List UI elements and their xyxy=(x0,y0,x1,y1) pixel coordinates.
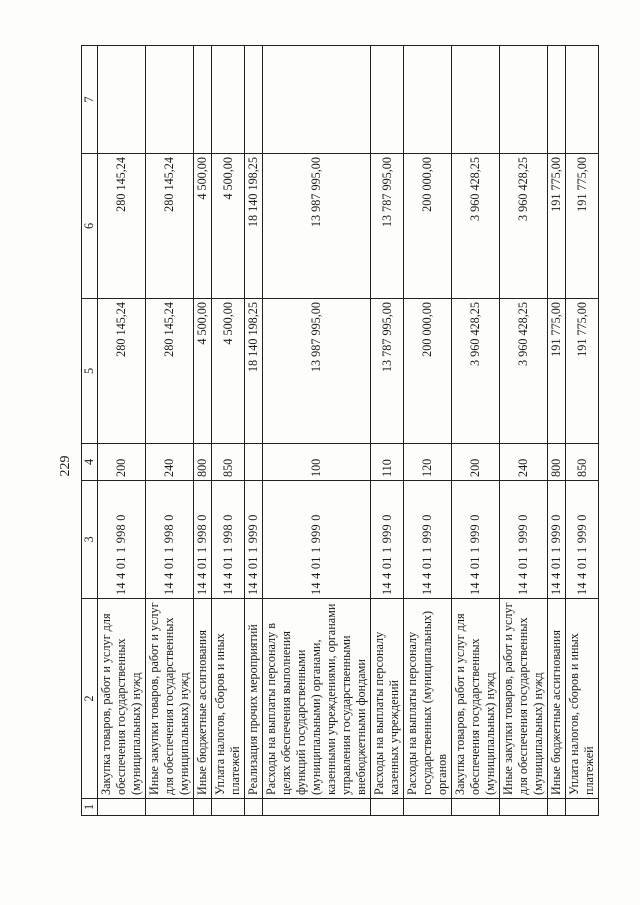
row-kvr-cell: 800 xyxy=(548,444,566,481)
column-header-1: 1 xyxy=(82,799,98,816)
table-row xyxy=(452,46,500,816)
table-row xyxy=(566,46,599,816)
row-amount6-cell: 3 960 428,25 xyxy=(452,154,500,299)
row-col1-cell xyxy=(212,799,245,816)
row-col1-cell xyxy=(146,799,194,816)
row-amount6-cell: 4 500,00 xyxy=(212,154,245,299)
row-col1-cell xyxy=(566,799,599,816)
table-row xyxy=(245,46,263,816)
row-kvr-cell: 240 xyxy=(500,444,548,481)
row-amount5-cell: 13 787 995,00 xyxy=(371,299,404,444)
row-amount6-cell: 200 000,00 xyxy=(404,154,452,299)
row-col7-cell xyxy=(98,46,146,154)
row-col7-cell xyxy=(548,46,566,154)
row-col1-cell xyxy=(500,799,548,816)
row-amount5-cell: 200 000,00 xyxy=(404,299,452,444)
column-header-7: 7 xyxy=(82,46,98,154)
row-code-cell: 14 4 01 1 998 0 xyxy=(212,481,245,599)
row-amount6-cell: 280 145,24 xyxy=(98,154,146,299)
row-col7-cell xyxy=(371,46,404,154)
row-name-cell: Иные закупки товаров, работ и услуг для обеспечения государственных (муниципальных) нужд xyxy=(500,599,548,799)
table-body xyxy=(98,46,599,816)
budget-table xyxy=(81,45,599,816)
row-code-cell: 14 4 01 1 999 0 xyxy=(371,481,404,599)
row-amount6-cell: 13 987 995,00 xyxy=(263,154,371,299)
row-code-cell: 14 4 01 1 999 0 xyxy=(566,481,599,599)
row-name-cell: Уплата налогов, сборов и иных платежей xyxy=(212,599,245,799)
row-col1-cell xyxy=(452,799,500,816)
table-row xyxy=(548,46,566,816)
table-row xyxy=(212,46,245,816)
row-col7-cell xyxy=(500,46,548,154)
table-row xyxy=(263,46,371,816)
row-amount6-cell: 18 140 198,25 xyxy=(245,154,263,299)
column-header-4: 4 xyxy=(82,444,98,481)
row-kvr-cell: 850 xyxy=(566,444,599,481)
row-kvr-cell: 850 xyxy=(212,444,245,481)
row-code-cell: 14 4 01 1 999 0 xyxy=(245,481,263,599)
row-code-cell: 14 4 01 1 999 0 xyxy=(404,481,452,599)
row-code-cell: 14 4 01 1 999 0 xyxy=(548,481,566,599)
row-kvr-cell: 200 xyxy=(452,444,500,481)
row-name-cell: Иные бюджетные ассигнования xyxy=(194,599,212,799)
row-name-cell: Расходы на выплаты персоналу государственных (муниципальных) органов xyxy=(404,599,452,799)
row-name-cell: Расходы на выплаты персоналу в целях обеспечения выполнения функций государственными (муниципальными) органами, казенными учреждениями, органами управления государственными внебюджетными фондами xyxy=(263,599,371,799)
row-amount5-cell: 13 987 995,00 xyxy=(263,299,371,444)
table-row xyxy=(371,46,404,816)
row-name-cell: Уплата налогов, сборов и иных платежей xyxy=(566,599,599,799)
table-header-row xyxy=(82,46,98,816)
row-col7-cell xyxy=(245,46,263,154)
row-amount5-cell: 3 960 428,25 xyxy=(452,299,500,444)
row-col1-cell xyxy=(548,799,566,816)
row-amount5-cell: 3 960 428,25 xyxy=(500,299,548,444)
row-amount5-cell: 4 500,00 xyxy=(212,299,245,444)
table-row xyxy=(500,46,548,816)
row-col7-cell xyxy=(194,46,212,154)
row-kvr-cell: 100 xyxy=(263,444,371,481)
row-col7-cell xyxy=(452,46,500,154)
row-code-cell: 14 4 01 1 998 0 xyxy=(194,481,212,599)
row-col1-cell xyxy=(245,799,263,816)
row-amount5-cell: 18 140 198,25 xyxy=(245,299,263,444)
row-name-cell: Реализация прочих мероприятий xyxy=(245,599,263,799)
row-name-cell: Закупка товаров, работ и услуг для обеспечения государственных (муниципальных) нужд xyxy=(98,599,146,799)
row-kvr-cell xyxy=(245,444,263,481)
row-col1-cell xyxy=(194,799,212,816)
row-kvr-cell: 110 xyxy=(371,444,404,481)
row-col7-cell xyxy=(263,46,371,154)
row-amount6-cell: 4 500,00 xyxy=(194,154,212,299)
row-name-cell: Закупка товаров, работ и услуг для обеспечения государственных (муниципальных) нужд xyxy=(452,599,500,799)
row-amount6-cell: 280 145,24 xyxy=(146,154,194,299)
rotated-page-content xyxy=(50,30,596,866)
row-kvr-cell: 120 xyxy=(404,444,452,481)
table-row xyxy=(146,46,194,816)
row-col1-cell xyxy=(98,799,146,816)
row-col1-cell xyxy=(404,799,452,816)
row-code-cell: 14 4 01 1 999 0 xyxy=(452,481,500,599)
column-header-6: 6 xyxy=(82,154,98,299)
row-amount5-cell: 191 775,00 xyxy=(548,299,566,444)
row-name-cell: Иные закупки товаров, работ и услуг для обеспечения государственных (муниципальных) нужд xyxy=(146,599,194,799)
row-amount6-cell: 3 960 428,25 xyxy=(500,154,548,299)
row-amount6-cell: 191 775,00 xyxy=(548,154,566,299)
row-code-cell: 14 4 01 1 999 0 xyxy=(263,481,371,599)
row-amount5-cell: 280 145,24 xyxy=(98,299,146,444)
column-header-2: 2 xyxy=(82,599,98,799)
row-col7-cell xyxy=(404,46,452,154)
row-code-cell: 14 4 01 1 999 0 xyxy=(500,481,548,599)
row-kvr-cell: 200 xyxy=(98,444,146,481)
row-amount6-cell: 13 787 995,00 xyxy=(371,154,404,299)
table-row xyxy=(404,46,452,816)
row-amount6-cell: 191 775,00 xyxy=(566,154,599,299)
column-header-5: 5 xyxy=(82,299,98,444)
row-name-cell: Расходы на выплаты персоналу казенных учреждений xyxy=(371,599,404,799)
row-col7-cell xyxy=(566,46,599,154)
page-number: 229 xyxy=(58,455,73,477)
row-amount5-cell: 4 500,00 xyxy=(194,299,212,444)
table-row xyxy=(98,46,146,816)
row-col7-cell xyxy=(212,46,245,154)
column-header-3: 3 xyxy=(82,481,98,599)
table-row xyxy=(194,46,212,816)
row-col1-cell xyxy=(263,799,371,816)
row-kvr-cell: 800 xyxy=(194,444,212,481)
row-code-cell: 14 4 01 1 998 0 xyxy=(146,481,194,599)
row-code-cell: 14 4 01 1 998 0 xyxy=(98,481,146,599)
row-amount5-cell: 280 145,24 xyxy=(146,299,194,444)
row-amount5-cell: 191 775,00 xyxy=(566,299,599,444)
row-col7-cell xyxy=(146,46,194,154)
row-col1-cell xyxy=(371,799,404,816)
row-kvr-cell: 240 xyxy=(146,444,194,481)
row-name-cell: Иные бюджетные ассигнования xyxy=(548,599,566,799)
